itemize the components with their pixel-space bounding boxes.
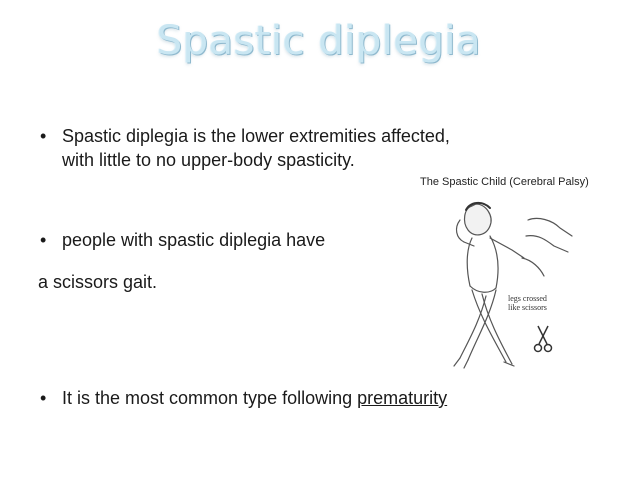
note-line: legs crossed <box>508 294 547 303</box>
bullet-line: with little to no upper-body spasticity. <box>62 150 355 170</box>
bullet-item-2 <box>40 228 325 252</box>
bullet-text: people with spastic diplegia have <box>62 230 326 250</box>
prematurity-link-text: prematurity <box>357 388 448 408</box>
spastic-child-figure <box>420 176 634 381</box>
slide-title: Spastic diplegia <box>156 18 482 64</box>
bullet-marker: • <box>40 388 47 408</box>
figure-caption: The Spastic Child (Cerebral Palsy) <box>420 176 589 188</box>
bullet-item-1 <box>40 124 600 172</box>
note-line: like scissors <box>508 303 547 312</box>
bullet-text-plain: It is the most common type following <box>62 388 358 408</box>
bullet-line: Spastic diplegia is the lower extremities affected, <box>62 126 450 146</box>
scissors-icon <box>535 326 552 352</box>
bullet-marker: • <box>40 230 47 250</box>
child-illustration <box>420 176 634 381</box>
figure-note <box>508 294 568 312</box>
bullet-marker: • <box>40 126 47 146</box>
bullet-text <box>62 386 447 410</box>
bullet-continuation: a scissors gait. <box>38 272 158 292</box>
bullet-item-3 <box>40 386 620 410</box>
bullet-text <box>62 124 450 172</box>
